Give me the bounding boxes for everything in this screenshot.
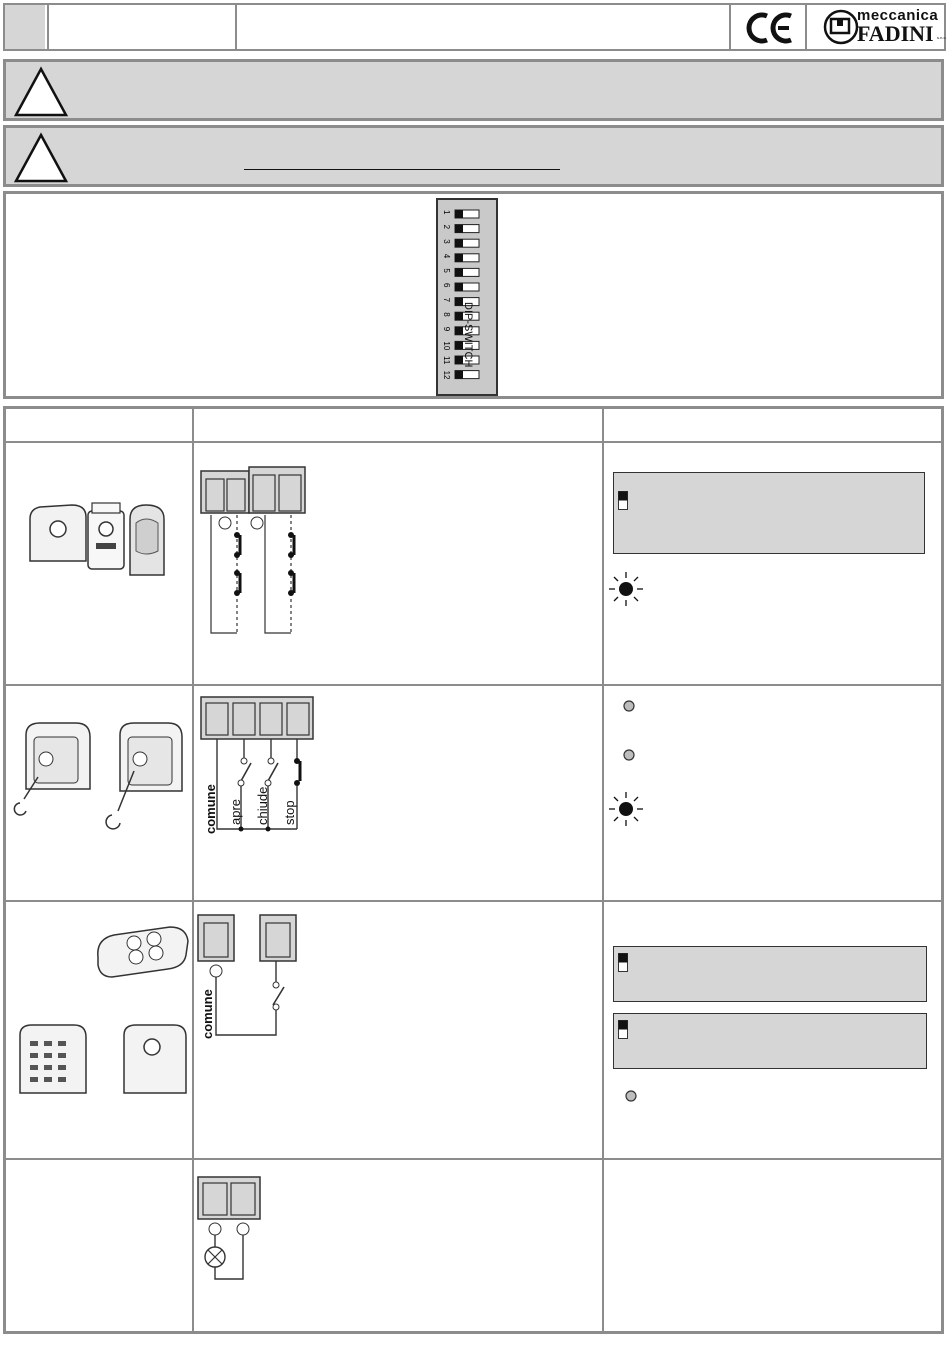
dip-switch-number: 10	[442, 341, 451, 351]
header-field-2	[237, 5, 731, 49]
warning-triangle-icon	[13, 66, 69, 118]
col-divider-2	[602, 409, 604, 1331]
dip-switch-toggle	[455, 239, 463, 247]
brand-top-text: meccanica	[857, 7, 939, 24]
dip-setting-panel-1	[613, 472, 925, 554]
dip-switch-toggle	[455, 268, 463, 276]
led-blinking-icon	[606, 569, 646, 609]
label-comune: comune	[203, 784, 218, 834]
led-off-icon	[622, 748, 636, 762]
dip-switch-toggle	[455, 283, 463, 291]
dip-switch-number: 6	[442, 283, 451, 288]
dip-setting-panel-2	[613, 946, 927, 1002]
photocell-devices-image	[24, 499, 194, 589]
wiring-diagram-photocell	[201, 467, 321, 642]
remote-control-image	[92, 921, 192, 981]
label-stop: stop	[282, 800, 297, 825]
brand-main-text: FADINI	[857, 21, 934, 46]
brand-logo-icon	[823, 9, 859, 45]
warning-box-2	[3, 125, 944, 187]
dip-switch-number: 1	[442, 210, 451, 215]
brand-logo	[809, 5, 946, 49]
dip-switch-number: 5	[442, 268, 451, 273]
header-field-1	[47, 5, 237, 49]
dip-switch-toggle	[455, 254, 463, 262]
led-off-icon	[622, 699, 636, 713]
label-apre: apre	[228, 798, 243, 825]
dip-switch-number: 7	[442, 297, 451, 303]
dip-switch-toggle	[455, 225, 463, 233]
dip-switch-label: DIP-SWITCH	[462, 302, 474, 368]
row-divider-2	[6, 900, 941, 902]
warning-underline	[244, 169, 560, 170]
dip-switch-number: 9	[442, 326, 451, 332]
led-off-icon	[624, 1089, 638, 1103]
warning-triangle-icon	[13, 132, 69, 184]
ce-mark	[731, 5, 807, 49]
brand-suffix-text: s.n.c.	[937, 35, 947, 40]
mini-dip-switch-icon	[618, 491, 630, 513]
accessories-table	[3, 406, 944, 1334]
header-gray-tab	[5, 5, 45, 49]
row-divider-3	[6, 1158, 941, 1160]
dip-switch-number: 4	[442, 253, 451, 259]
mini-dip-switch-icon	[618, 953, 630, 975]
dip-switch-number: 8	[442, 312, 451, 317]
led-blinking-icon	[606, 789, 646, 829]
header-bar	[3, 3, 946, 51]
label-chiude: chiude	[255, 786, 270, 825]
dip-switch-number: 12	[442, 370, 451, 380]
mini-dip-switch-icon	[618, 1020, 630, 1042]
wiring-diagram-lamp	[198, 1177, 278, 1287]
dip-switch-number: 11	[442, 356, 451, 365]
keypad-devices-image	[16, 1021, 191, 1101]
dip-switch-toggle	[455, 210, 463, 218]
row-divider-1	[6, 684, 941, 686]
label-comune-remote: comune	[200, 989, 215, 1039]
warning-box-1	[3, 59, 944, 121]
dip-switch-number: 3	[442, 239, 451, 244]
dip-switch-number: 2	[442, 224, 451, 230]
dip-switch-section	[3, 191, 944, 399]
key-selector-image	[16, 715, 191, 855]
ce-mark-icon	[741, 8, 801, 48]
dip-setting-panel-3	[613, 1013, 927, 1069]
row-divider-header	[6, 441, 941, 443]
